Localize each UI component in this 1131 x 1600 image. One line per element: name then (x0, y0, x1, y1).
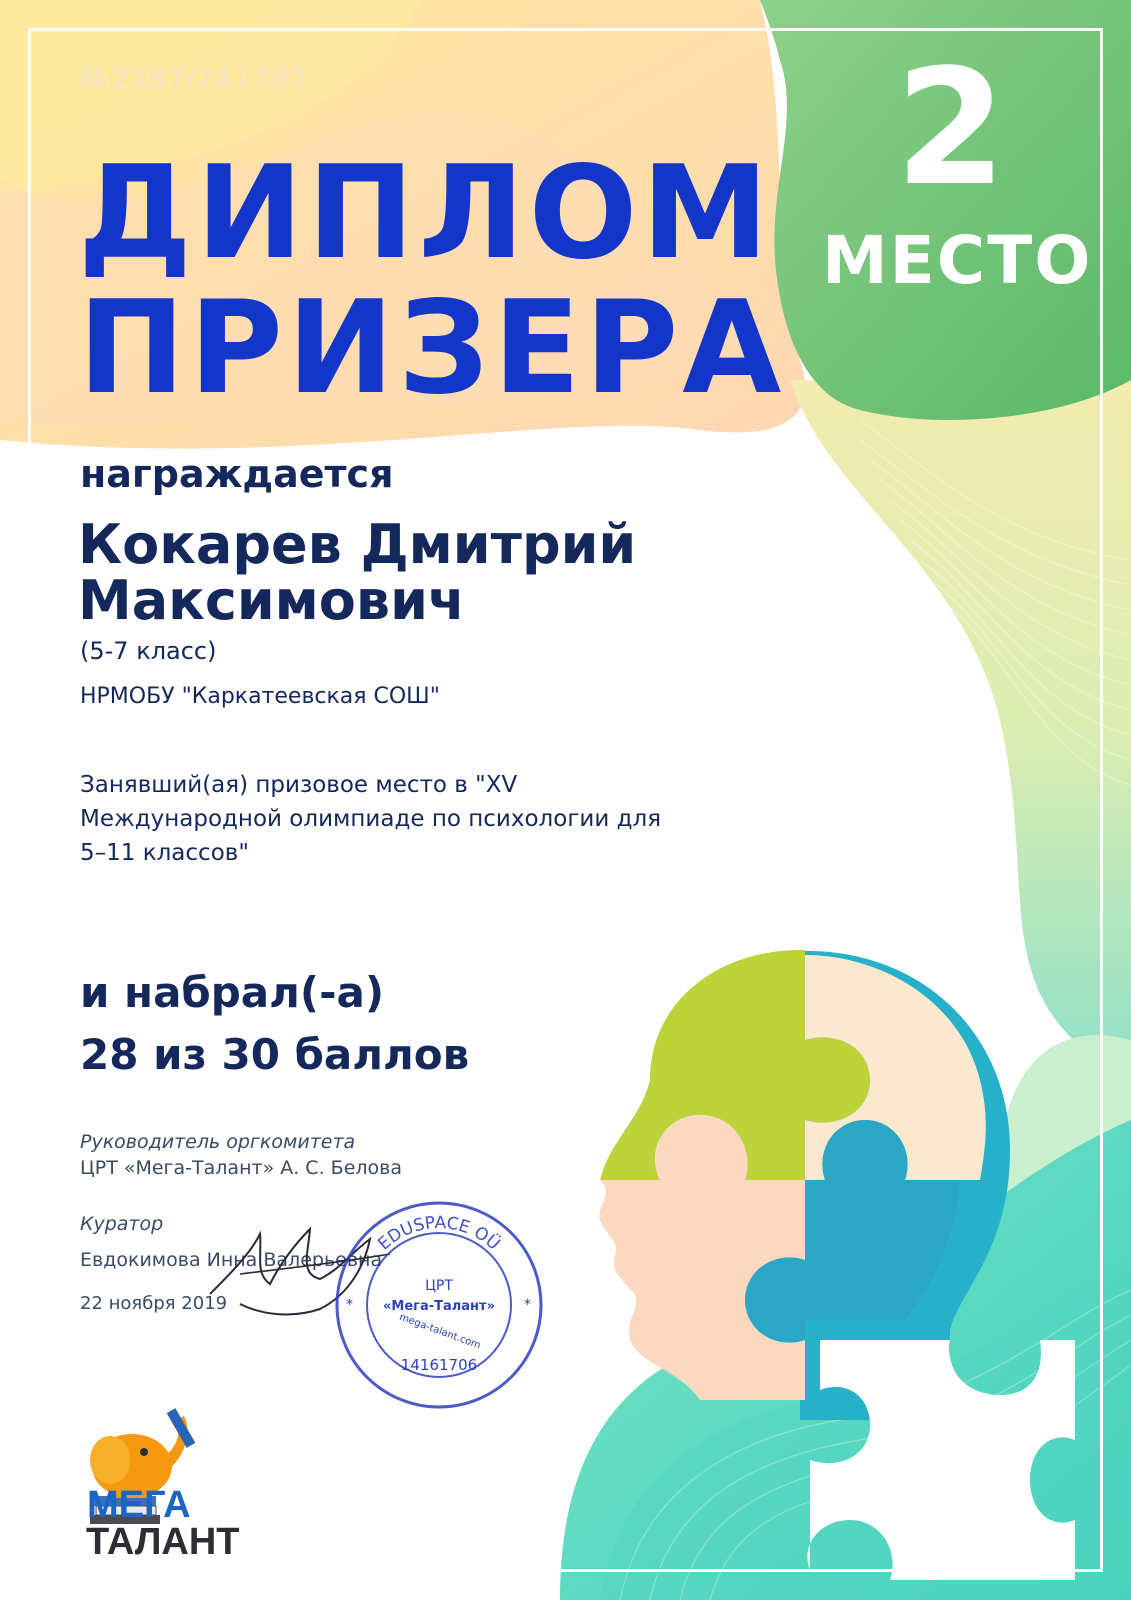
score-value: 28 из 30 баллов (80, 1030, 470, 1079)
title-line-1: ДИПЛОМ (78, 139, 773, 288)
organization-stamp (332, 1198, 546, 1412)
stamp-line-1: ЦРТ (425, 1278, 453, 1294)
place-word: МЕСТО (822, 222, 1093, 299)
grade-label: (5-7 класс) (80, 637, 217, 665)
recipient-name-line-1: Кокарев Дмитрий (78, 513, 637, 576)
description-line-3: 5–11 классов" (80, 840, 249, 866)
stamp-star-left-icon: * (346, 1297, 353, 1313)
stamp-outer-text: EDUSPACE OÜ (374, 1212, 504, 1255)
curator-title: Куратор (80, 1213, 164, 1235)
head-name: ЦРТ «Мега-Талант» А. С. Белова (80, 1157, 402, 1179)
diploma-number: №2387/741782 (80, 62, 309, 95)
description-line-2: Международной олимпиаде по психологии для (80, 806, 662, 832)
score-label: и набрал(-а) (80, 968, 385, 1017)
description-line-1: Занявший(ая) призовое место в "XV (80, 772, 518, 798)
school-name: НРМОБУ "Каркатеевская СОШ" (80, 684, 440, 709)
title-line-2: ПРИЗЕРА (78, 274, 786, 423)
stamp-line-2: «Мега-Талант» (383, 1299, 495, 1314)
place-number: 2 (895, 34, 1007, 221)
issue-date: 22 ноября 2019 (80, 1293, 228, 1314)
stamp-site: mega-talant.com (397, 1311, 483, 1352)
stamp-star-right-icon: * (524, 1297, 531, 1313)
recipient-name-line-2: Максимович (78, 569, 465, 632)
logo-text-line-1: МЕГА (87, 1484, 191, 1526)
logo-text-line-2: ТАЛАНТ (86, 1521, 240, 1563)
stamp-code: 14161706 (400, 1356, 478, 1374)
awarded-label: награждается (80, 452, 394, 496)
curator-name: Евдокимова Инна Валерьевна (80, 1249, 383, 1271)
head-title: Руководитель оргкомитета (80, 1131, 356, 1153)
